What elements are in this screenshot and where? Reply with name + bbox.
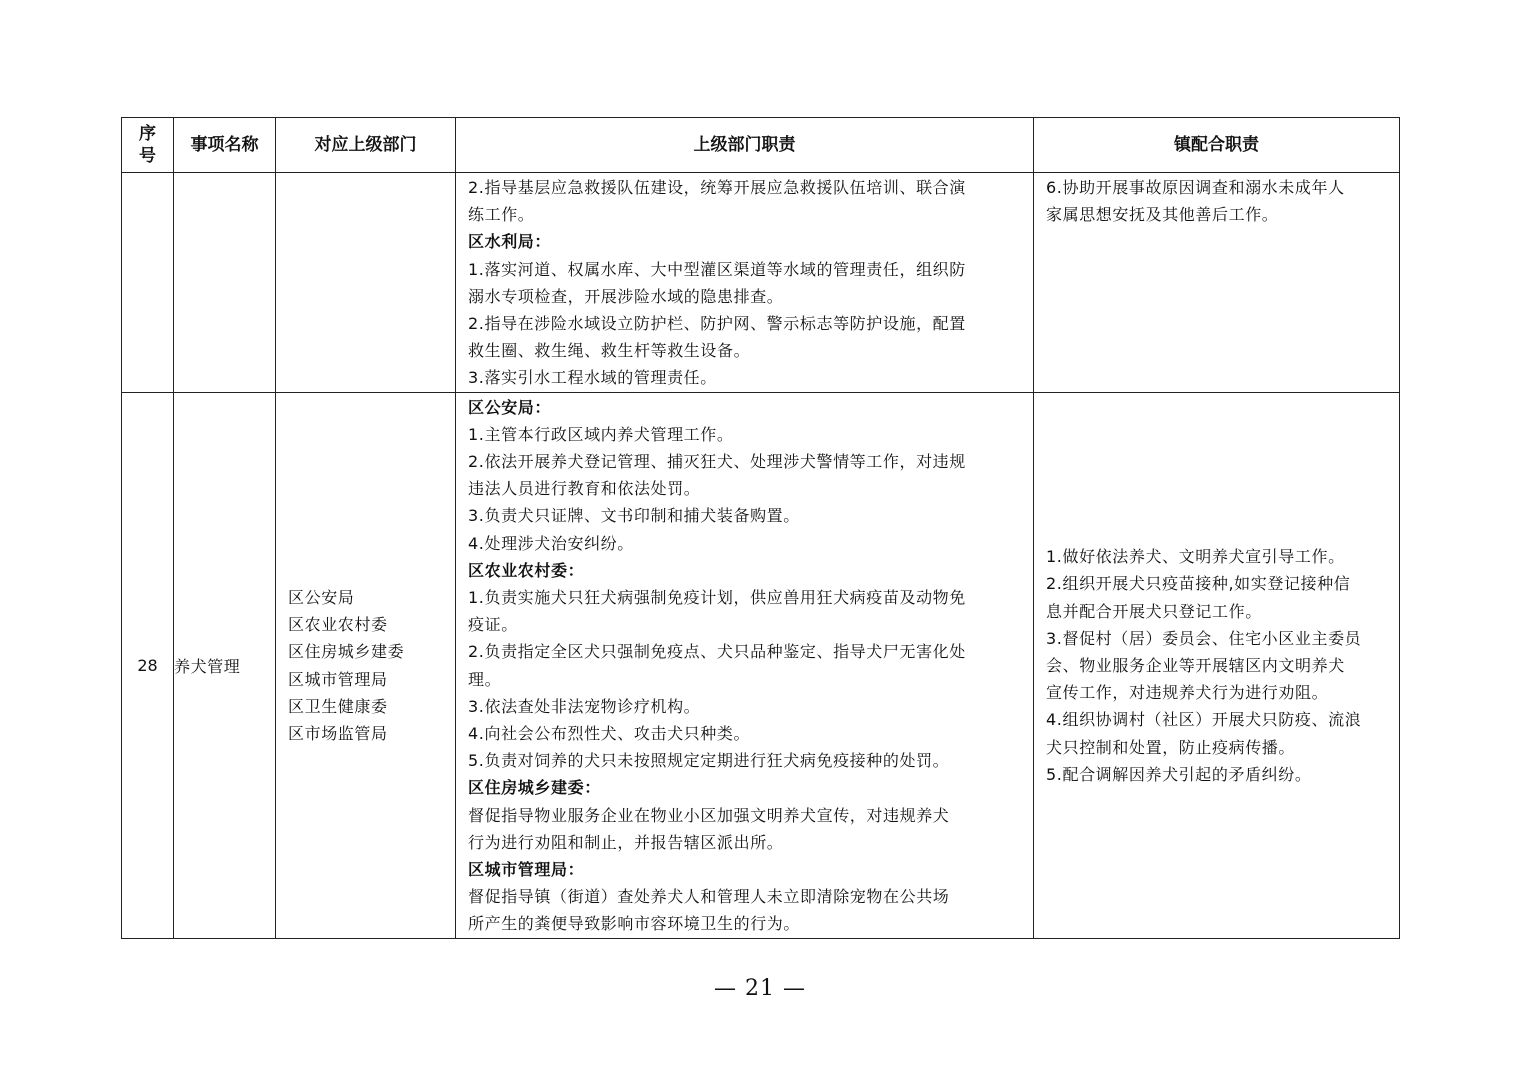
duty-line: 2.指导在涉险水域设立防护栏、防护网、警示标志等防护设施，配置 (468, 314, 966, 334)
duty-line: 犬只控制和处置，防止疫病传播。 (1046, 737, 1296, 757)
department-heading: 区水利局： (468, 232, 552, 252)
duty-line: 3.落实引水工程水域的管理责任。 (468, 368, 717, 388)
duty-line: 行为进行劝阻和制止，并报告辖区派出所。 (468, 832, 784, 852)
duty-line: 督促指导物业服务企业在物业小区加强文明养犬宣传，对违规养犬 (468, 805, 950, 825)
department-heading: 区住房城乡建委： (468, 778, 601, 798)
cont-town-duties-cell (1034, 173, 1400, 393)
duty-line: 2.负责指定全区犬只强制免疫点、犬只品种鉴定、指导犬尸无害化处 (468, 642, 966, 662)
duty-line: 3.负责犬只证牌、文书印制和捕犬装备购置。 (468, 506, 800, 526)
duty-line: 2.组织开展犬只疫苗接种,如实登记接种信 (1046, 574, 1351, 594)
duty-line: 2.依法开展养犬登记管理、捕灭狂犬、处理涉犬警情等工作，对违规 (468, 452, 966, 472)
cont-seq-cell (122, 173, 174, 393)
duty-line: 练工作。 (468, 205, 535, 225)
row-28-departments (276, 583, 455, 747)
row-28-town-duties-cell (1034, 392, 1400, 938)
duty-line: 会、物业服务企业等开展辖区内文明养犬 (1046, 656, 1345, 676)
duty-line: 理。 (468, 669, 502, 689)
duty-line: 溺水专项检查，开展涉险水域的隐患排查。 (468, 286, 784, 306)
duty-line: 救生圈、救生绳、救生杆等救生设备。 (468, 341, 751, 361)
duty-line: 5.配合调解因养犬引起的矛盾纠纷。 (1046, 764, 1312, 784)
table-header-row (122, 118, 1400, 173)
cont-upper-duties (456, 173, 1033, 392)
duty-line: 3.督促村（居）委员会、住宅小区业主委员 (1046, 628, 1362, 648)
duty-line: 督促指导镇（街道）查处养犬人和管理人未立即清除宠物在公共场 (468, 887, 950, 907)
duty-line: 5.负责对饲养的犬只未按照规定定期进行狂犬病免疫接种的处罚。 (468, 751, 950, 771)
duty-line: 疫证。 (468, 615, 518, 635)
table-row-continued (122, 173, 1400, 393)
duty-line: 区农业农村委 (288, 615, 388, 635)
duty-line: 3.依法查处非法宠物诊疗机构。 (468, 696, 701, 716)
header-town-duties: 镇配合职责 (1034, 118, 1400, 173)
table-row-28 (122, 392, 1400, 938)
header-seq: 序号 (122, 118, 174, 173)
header-upper-department: 对应上级部门 (276, 118, 456, 173)
duty-line: 4.组织协调村（社区）开展犬只防疫、流浪 (1046, 710, 1362, 730)
duty-line: 违法人员进行教育和依法处罚。 (468, 479, 701, 499)
header-upper-duties: 上级部门职责 (456, 118, 1034, 173)
duty-line: 4.处理涉犬治安纠纷。 (468, 533, 634, 553)
duty-line: 区公安局 (288, 588, 355, 608)
department-heading: 区农业农村委： (468, 560, 585, 580)
duty-line: 区市场监管局 (288, 724, 388, 744)
cont-town-duties (1034, 173, 1399, 228)
duties-table (121, 117, 1400, 939)
duty-line: 息并配合开展犬只登记工作。 (1046, 601, 1262, 621)
department-heading: 区城市管理局： (468, 860, 585, 880)
department-heading: 区公安局： (468, 397, 552, 417)
duty-line: 1.主管本行政区域内养犬管理工作。 (468, 424, 734, 444)
row-28-seq: 28 (122, 392, 174, 938)
duty-line: 所产生的粪便导致影响市容环境卫生的行为。 (468, 914, 801, 934)
duty-line: 1.落实河道、权属水库、大中型灌区渠道等水域的管理责任，组织防 (468, 259, 966, 279)
duty-line: 1.负责实施犬只狂犬病强制免疫计划，供应兽用狂犬病疫苗及动物免 (468, 588, 966, 608)
duty-line: 2.指导基层应急救援队伍建设，统筹开展应急救援队伍培训、联合演 (468, 178, 966, 197)
row-28-item-name: 养犬管理 (174, 392, 276, 938)
duty-line: 区住房城乡建委 (288, 642, 405, 662)
duty-line: 宣传工作，对违规养犬行为进行劝阻。 (1046, 683, 1329, 703)
duty-line: 4.向社会公布烈性犬、攻击犬只种类。 (468, 724, 751, 744)
duty-line: 1.做好依法养犬、文明养犬宣引导工作。 (1046, 547, 1345, 567)
cont-upper-duties-cell (456, 173, 1034, 393)
page-number: — 21 — (714, 976, 806, 1001)
row-28-upper-duties-cell (456, 392, 1034, 938)
cont-item-cell (174, 173, 276, 393)
duty-line: 区卫生健康委 (288, 696, 388, 716)
duty-line: 6.协助开展事故原因调查和溺水未成年人 (1046, 178, 1345, 197)
cont-dept-cell (276, 173, 456, 393)
duty-line: 区城市管理局 (288, 669, 388, 689)
row-28-upper-duties (456, 393, 1033, 938)
header-item-name: 事项名称 (174, 118, 276, 173)
row-28-town-duties (1034, 542, 1399, 788)
duty-line: 家属思想安抚及其他善后工作。 (1046, 205, 1279, 225)
row-28-dept-cell (276, 392, 456, 938)
